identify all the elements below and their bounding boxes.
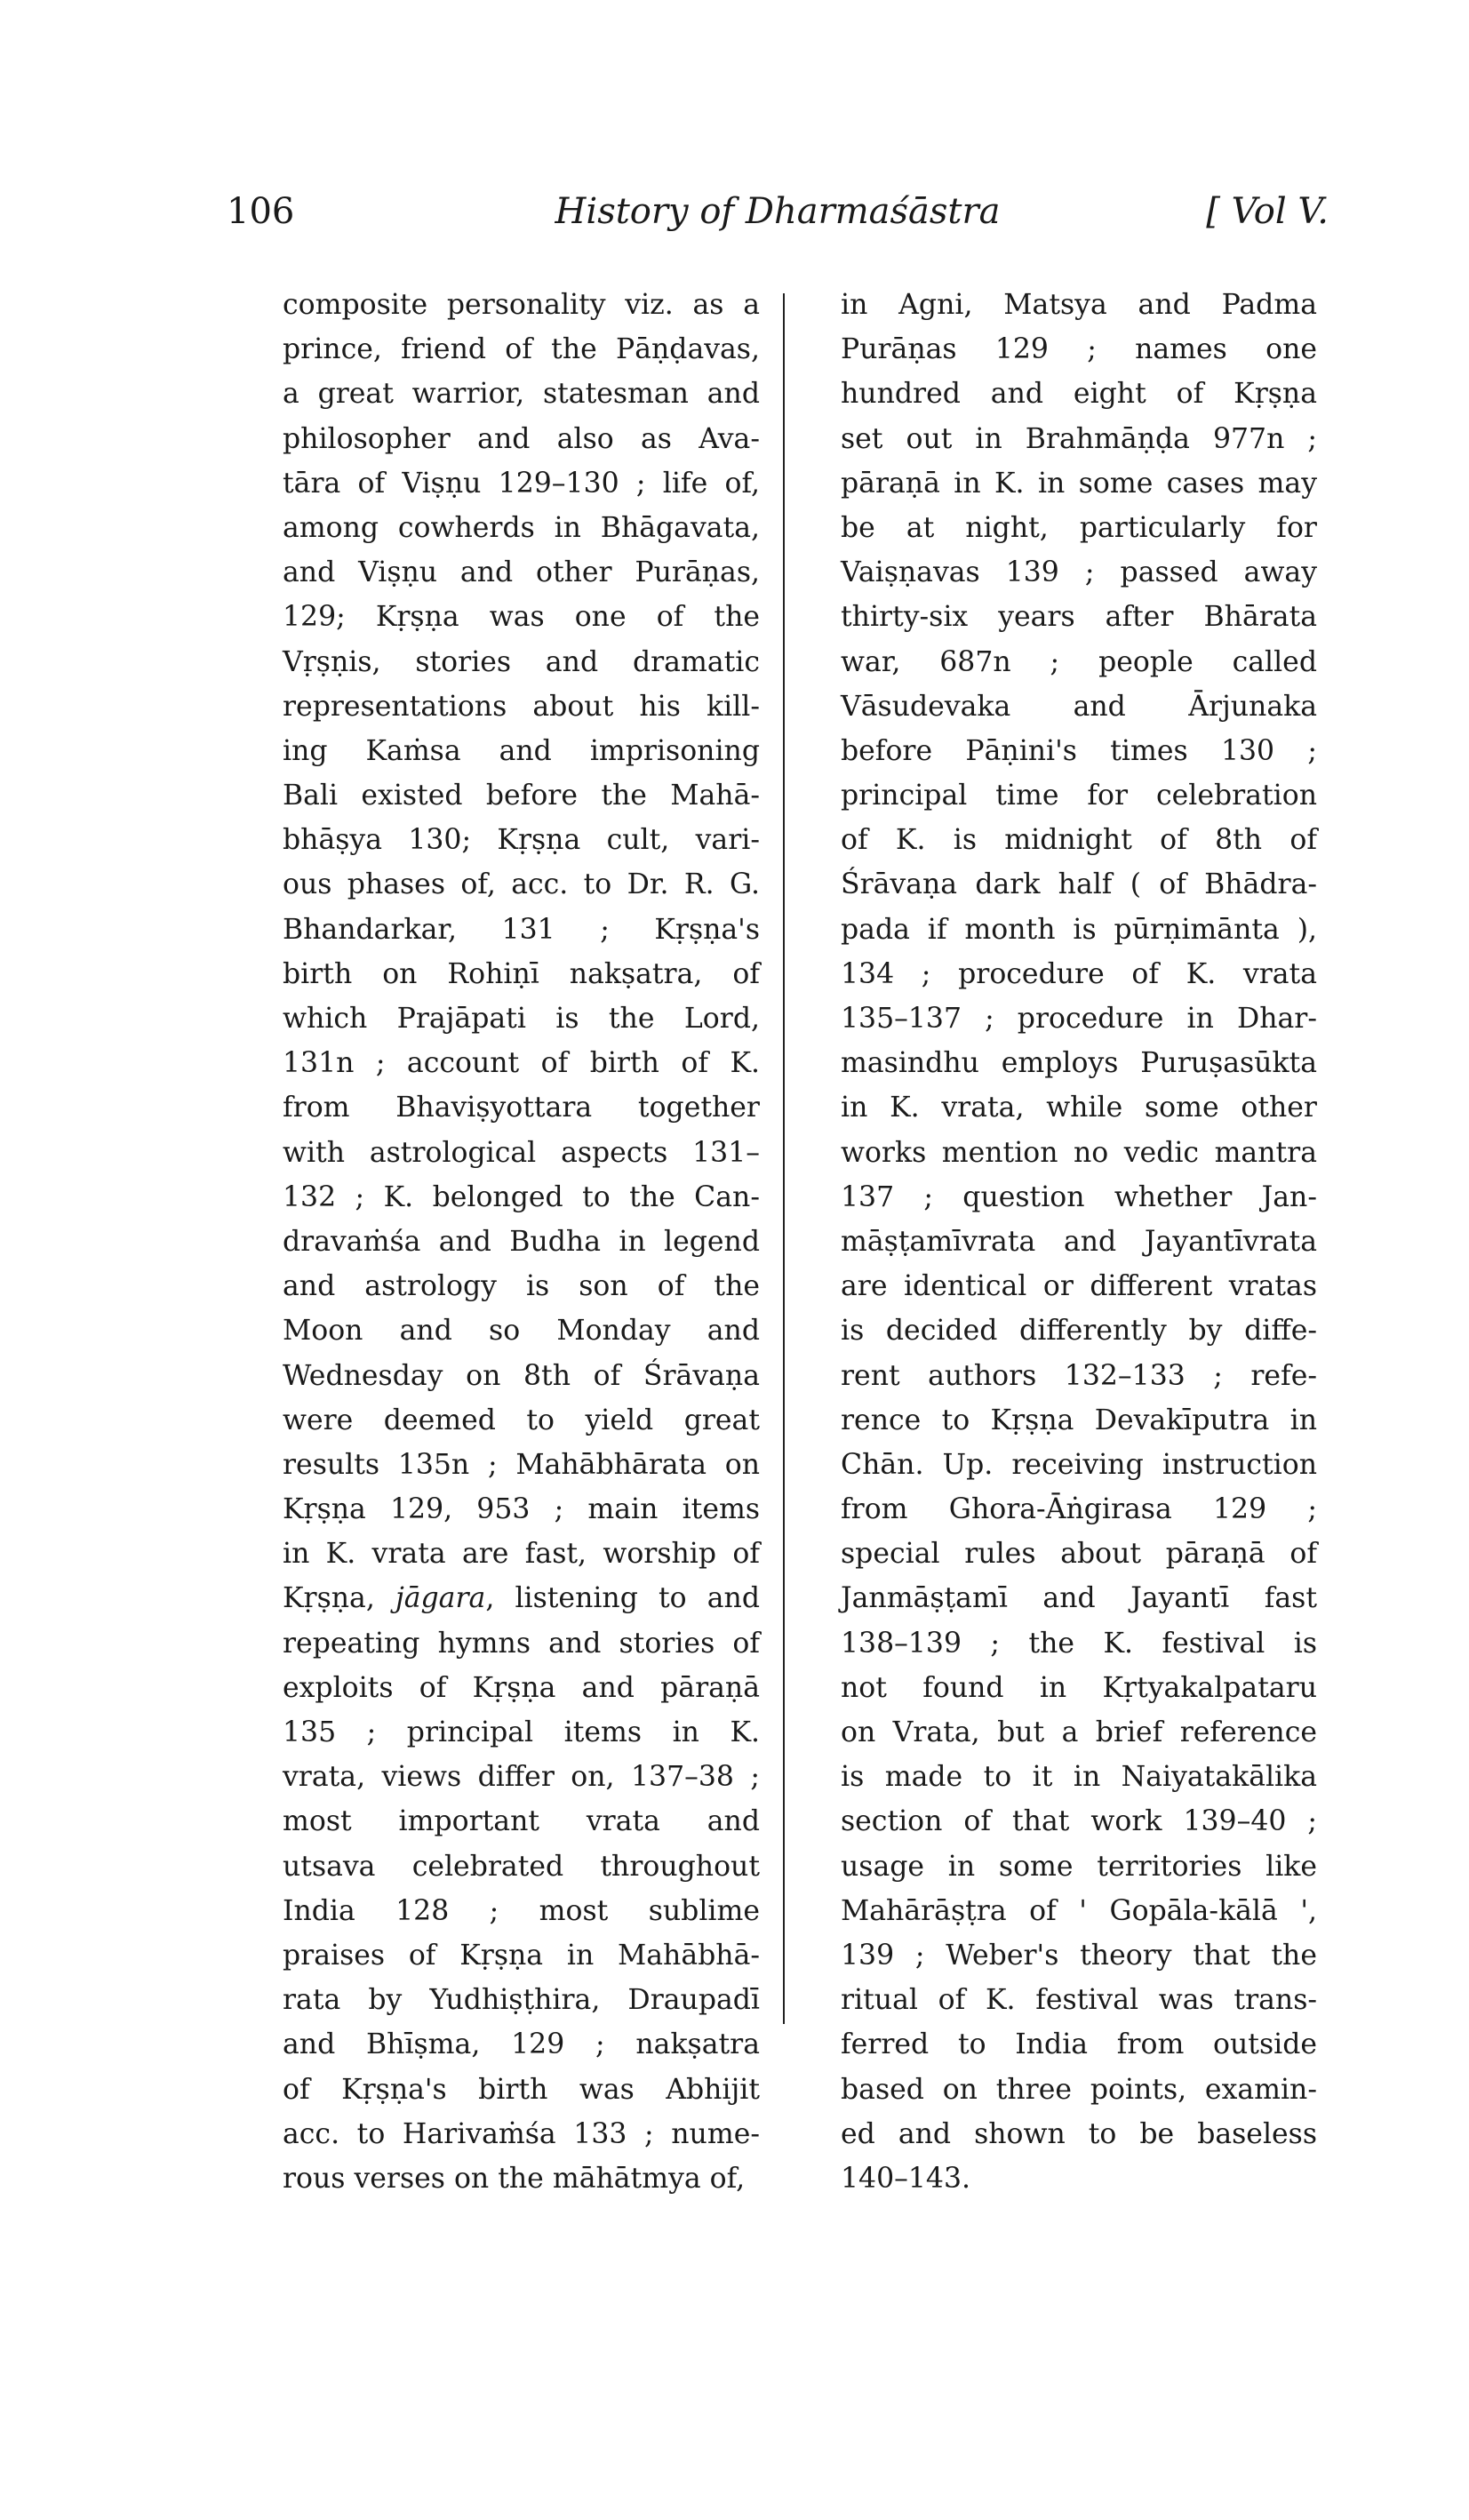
- index-line: Purāṇas 129 ; names one: [841, 333, 1317, 366]
- index-line: vrata, views differ on, 137–38 ;: [283, 1761, 760, 1794]
- index-line: 135 ; principal items in K.: [283, 1716, 760, 1748]
- index-line: tāra of Viṣṇu 129–130 ; life of,: [283, 467, 760, 500]
- index-line: rent authors 132–133 ; refe-: [841, 1359, 1317, 1392]
- left-column: [283, 283, 760, 2201]
- right-column: [841, 283, 1317, 2201]
- index-line: from Ghora-Āṅgirasa 129 ;: [841, 1493, 1317, 1526]
- index-line: acc. to Harivaṁśa 133 ; nume-: [283, 2117, 760, 2150]
- index-line: Wednesday on 8th of Śrāvaṇa: [283, 1359, 760, 1392]
- index-line: principal time for celebration: [841, 780, 1317, 812]
- index-line: in Agni, Matsya and Padma: [841, 289, 1317, 321]
- index-line: 140–143.: [841, 2162, 971, 2195]
- index-line: be at night, particularly for: [841, 511, 1317, 544]
- index-line: 129; Kṛṣṇa was one of the: [283, 601, 760, 634]
- index-line: praises of Kṛṣṇa in Mahābhā-: [283, 1939, 760, 1972]
- index-line: works mention no vedic mantra: [841, 1136, 1317, 1169]
- index-line: rous verses on the māhātmya of,: [283, 2162, 746, 2195]
- index-line: Chān. Up. receiving instruction: [841, 1448, 1317, 1481]
- index-line: repeating hymns and stories of: [283, 1627, 760, 1660]
- index-line: usage in some territories like: [841, 1850, 1317, 1883]
- index-line: and Bhīṣma, 129 ; nakṣatra: [283, 2028, 760, 2061]
- index-line: India 128 ; most sublime: [283, 1894, 760, 1927]
- index-line: 135–137 ; procedure in Dhar-: [841, 1003, 1317, 1035]
- index-line: māṣṭamīvrata and Jayantīvrata: [841, 1225, 1317, 1258]
- index-line: in K. vrata are fast, worship of: [283, 1538, 760, 1571]
- index-line: ed and shown to be baseless: [841, 2117, 1317, 2150]
- index-line: from Bhaviṣyottara together: [283, 1092, 760, 1124]
- index-line: 137 ; question whether Jan-: [841, 1180, 1317, 1213]
- column-divider: [783, 293, 785, 2024]
- index-line: philosopher and also as Ava-: [283, 422, 760, 455]
- index-line: Vaiṣṇavas 139 ; passed away: [841, 556, 1317, 589]
- index-line: Bhandarkar, 131 ; Kṛṣṇa's: [283, 913, 760, 946]
- index-line: is made to it in Naiyatakālika: [841, 1761, 1317, 1794]
- index-line: Moon and so Monday and: [283, 1315, 760, 1348]
- index-line: ous phases of, acc. to Dr. R. G.: [283, 868, 760, 901]
- index-line: on Vrata, but a brief reference: [841, 1716, 1317, 1748]
- index-line: in K. vrata, while some other: [841, 1092, 1317, 1124]
- index-line: Kṛṣṇa 129, 953 ; main items: [283, 1493, 760, 1526]
- index-line: bhāṣya 130; Kṛṣṇa cult, vari-: [283, 824, 760, 857]
- index-line: composite personality viz. as a: [283, 289, 760, 321]
- index-line: utsava celebrated throughout: [283, 1850, 760, 1883]
- index-line: Vṛṣṇis, stories and dramatic: [283, 645, 760, 678]
- index-line: 139 ; Weber's theory that the: [841, 1939, 1317, 1972]
- index-line: representations about his kill-: [283, 690, 760, 723]
- index-line: war, 687n ; people called: [841, 645, 1317, 678]
- index-line: Mahārāṣṭra of ' Gopāla-kālā ',: [841, 1894, 1317, 1927]
- index-line: prince, friend of the Pāṇḍavas,: [283, 333, 760, 366]
- index-line: 138–139 ; the K. festival is: [841, 1627, 1317, 1660]
- index-line: of K. is midnight of 8th of: [841, 824, 1317, 857]
- index-line: 132 ; K. belonged to the Can-: [283, 1180, 760, 1213]
- index-line: ing Kaṁsa and imprisoning: [283, 734, 760, 767]
- index-line: ritual of K. festival was trans-: [841, 1984, 1317, 2017]
- index-line: of Kṛṣṇa's birth was Abhijit: [283, 2073, 760, 2106]
- index-line: pāraṇā in K. in some cases may: [841, 467, 1317, 500]
- running-title: History of Dharmaśāstra: [555, 191, 1001, 232]
- page-number: 106: [227, 191, 295, 232]
- index-line: pada if month is pūrṇimānta ),: [841, 913, 1317, 946]
- index-line: rata by Yudhiṣṭhira, Draupadī: [283, 1984, 760, 2017]
- index-line: birth on Rohiṇī nakṣatra, of: [283, 957, 760, 990]
- index-line: with astrological aspects 131–: [283, 1136, 760, 1169]
- index-line: a great warrior, statesman and: [283, 378, 760, 411]
- index-line: among cowherds in Bhāgavata,: [283, 511, 760, 544]
- running-header: [227, 191, 1329, 244]
- index-line: thirty-six years after Bhārata: [841, 601, 1317, 634]
- index-line: results 135n ; Mahābhārata on: [283, 1448, 760, 1481]
- index-line: most important vrata and: [283, 1805, 760, 1838]
- volume-mark: [ Vol V.: [1206, 191, 1329, 232]
- index-line: set out in Brahmāṇḍa 977n ;: [841, 422, 1317, 455]
- index-line: 131n ; account of birth of K.: [283, 1047, 760, 1080]
- index-line: are identical or different vratas: [841, 1270, 1317, 1303]
- index-line: is decided differently by diffe-: [841, 1315, 1317, 1348]
- index-line: were deemed to yield great: [283, 1404, 760, 1436]
- index-line: section of that work 139–40 ;: [841, 1805, 1317, 1838]
- index-line: not found in Kṛtyakalpataru: [841, 1671, 1317, 1704]
- index-line: Śrāvaṇa dark half ( of Bhādra-: [841, 868, 1317, 901]
- index-line: Kṛṣṇa, jāgara, listening to and: [283, 1582, 760, 1615]
- index-line: and Viṣṇu and other Purāṇas,: [283, 556, 760, 589]
- index-line: dravaṁśa and Budha in legend: [283, 1225, 760, 1258]
- index-line: based on three points, examin-: [841, 2073, 1317, 2106]
- index-line: Bali existed before the Mahā-: [283, 780, 760, 812]
- index-line: and astrology is son of the: [283, 1270, 760, 1303]
- index-line: 134 ; procedure of K. vrata: [841, 957, 1317, 990]
- index-line: before Pāṇini's times 130 ;: [841, 734, 1317, 767]
- index-line: Janmāṣṭamī and Jayantī fast: [841, 1582, 1317, 1615]
- index-line: special rules about pāraṇā of: [841, 1538, 1317, 1571]
- index-line: rence to Kṛṣṇa Devakīputra in: [841, 1404, 1317, 1436]
- index-line: masindhu employs Puruṣasūkta: [841, 1047, 1317, 1080]
- index-line: which Prajāpati is the Lord,: [283, 1003, 760, 1035]
- index-line: Vāsudevaka and Ārjunaka: [841, 690, 1317, 723]
- index-line: hundred and eight of Kṛṣṇa: [841, 378, 1317, 411]
- index-line: exploits of Kṛṣṇa and pāraṇā: [283, 1671, 760, 1704]
- index-line: ferred to India from outside: [841, 2028, 1317, 2061]
